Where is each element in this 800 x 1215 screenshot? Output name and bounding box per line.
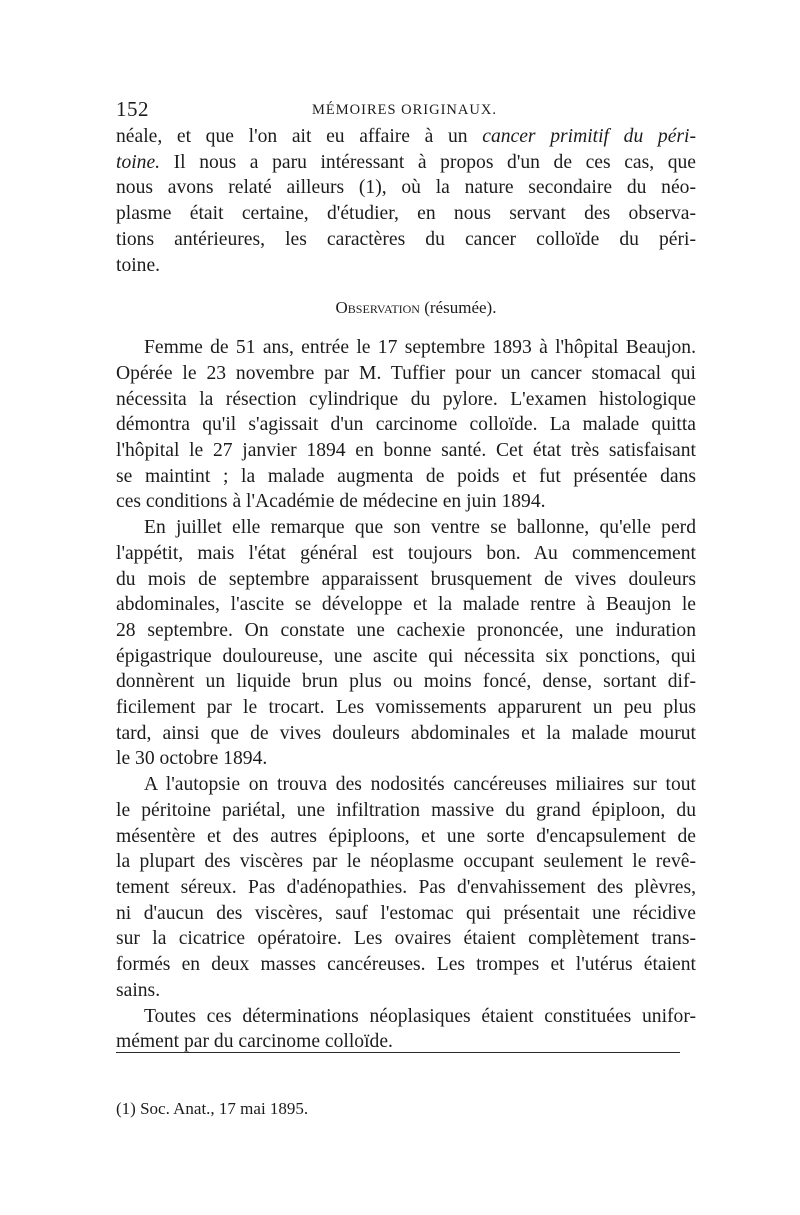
paragraph-line: abdominales, l'ascite se développe et la malade rentre à Beaujon le: [116, 594, 696, 616]
paragraph-line: épigastrique douloureuse, une ascite qui nécessita six ponctions, qui: [116, 645, 696, 667]
paragraph-line: la plupart des viscères par le néoplasme occupant seulement le revê-: [116, 851, 696, 873]
paragraph-line: Toutes ces déterminations néoplasiques étaient constituées unifor-: [144, 1005, 696, 1027]
paragraph-line: Femme de 51 ans, entrée le 17 septembre 1893 à l'hôpital Beaujon.: [144, 337, 696, 359]
intro-line: toine. Il nous a paru intéressant à propos d'un de ces cas, que: [116, 151, 696, 173]
paragraph-line: le 30 octobre 1894.: [116, 748, 268, 770]
intro-line: plasme était certaine, d'étudier, en nous servant des observa-: [116, 203, 696, 225]
paragraph-line: En juillet elle remarque que son ventre se ballonne, qu'elle perd: [144, 517, 696, 539]
paragraph-line: le péritoine pariétal, une infiltration massive du grand épiploon, du: [116, 799, 696, 821]
footnote-divider: [116, 1052, 680, 1053]
running-head: MÉMOIRES ORIGINAUX.: [312, 102, 497, 118]
paragraph-line: donnèrent un liquide brun plus ou moins foncé, dense, sortant dif-: [116, 671, 696, 693]
paragraph-line: 28 septembre. On constate une cachexie prononcée, une induration: [116, 619, 696, 641]
page-header: [116, 97, 696, 123]
italic-phrase: cancer primitif du péri-: [482, 126, 696, 147]
paragraph-line: mément par du carcinome colloïde.: [116, 1031, 393, 1053]
intro-line: néale, et que l'on ait eu affaire à un cancer primitif du péri-: [116, 126, 696, 147]
paragraph-line: sains.: [116, 979, 161, 1001]
paragraph-line: Opérée le 23 novembre par M. Tuffier pour un cancer stomacal qui: [116, 362, 696, 384]
intro-line: toine.: [116, 254, 161, 276]
paragraph-line: tard, ainsi que de vives douleurs abdominales et la malade mourut: [116, 722, 696, 744]
paragraph-line: démontra qu'il s'agissait d'un carcinome colloïde. La malade quitta: [116, 414, 696, 436]
paragraph-line: sur la cicatrice opératoire. Les ovaires étaient complètement trans-: [116, 928, 696, 950]
paragraph-line: mésentère et des autres épiploons, et une sorte d'encapsulement de: [116, 825, 696, 847]
paragraph-line: ces conditions à l'Académie de médecine en juin 1894.: [116, 491, 546, 513]
paragraph-line: formés en deux masses cancéreuses. Les trompes et l'utérus étaient: [116, 954, 696, 976]
paragraph-line: du mois de septembre apparaissent brusquement de vives douleurs: [116, 568, 696, 590]
page-number: 152: [116, 97, 149, 121]
paragraph-line: tement séreux. Pas d'adénopathies. Pas d'envahissement des plèvres,: [116, 876, 696, 898]
body-text: [116, 124, 696, 1055]
paragraph-line: l'hôpital le 27 janvier 1894 en bonne santé. Cet état très satisfaisant: [116, 440, 696, 462]
paragraph-line: ni d'aucun des viscères, sauf l'estomac qui présentait une récidive: [116, 902, 696, 924]
paragraph-line: l'appétit, mais l'état général est toujours bon. Au commencement: [116, 542, 696, 564]
paragraph-line: A l'autopsie on trouva des nodosités cancéreuses miliaires sur tout: [144, 774, 696, 796]
paragraph-line: nécessita la résection cylindrique du pylore. L'examen histologique: [116, 388, 696, 410]
italic-phrase: toine.: [116, 151, 161, 173]
intro-line: tions antérieures, les caractères du cancer colloïde du péri-: [116, 228, 696, 250]
paragraph-line: se maintint ; la malade augmenta de poids et fut présentée dans: [116, 465, 696, 487]
intro-line: nous avons relaté ailleurs (1), où la nature secondaire du néo-: [116, 177, 696, 199]
paragraph-line: ficilement par le trocart. Les vomissements apparurent un peu plus: [116, 697, 696, 719]
footnote: (1) Soc. Anat., 17 mai 1895.: [116, 1099, 309, 1118]
observation-heading: Observation (résumée).: [335, 298, 497, 318]
